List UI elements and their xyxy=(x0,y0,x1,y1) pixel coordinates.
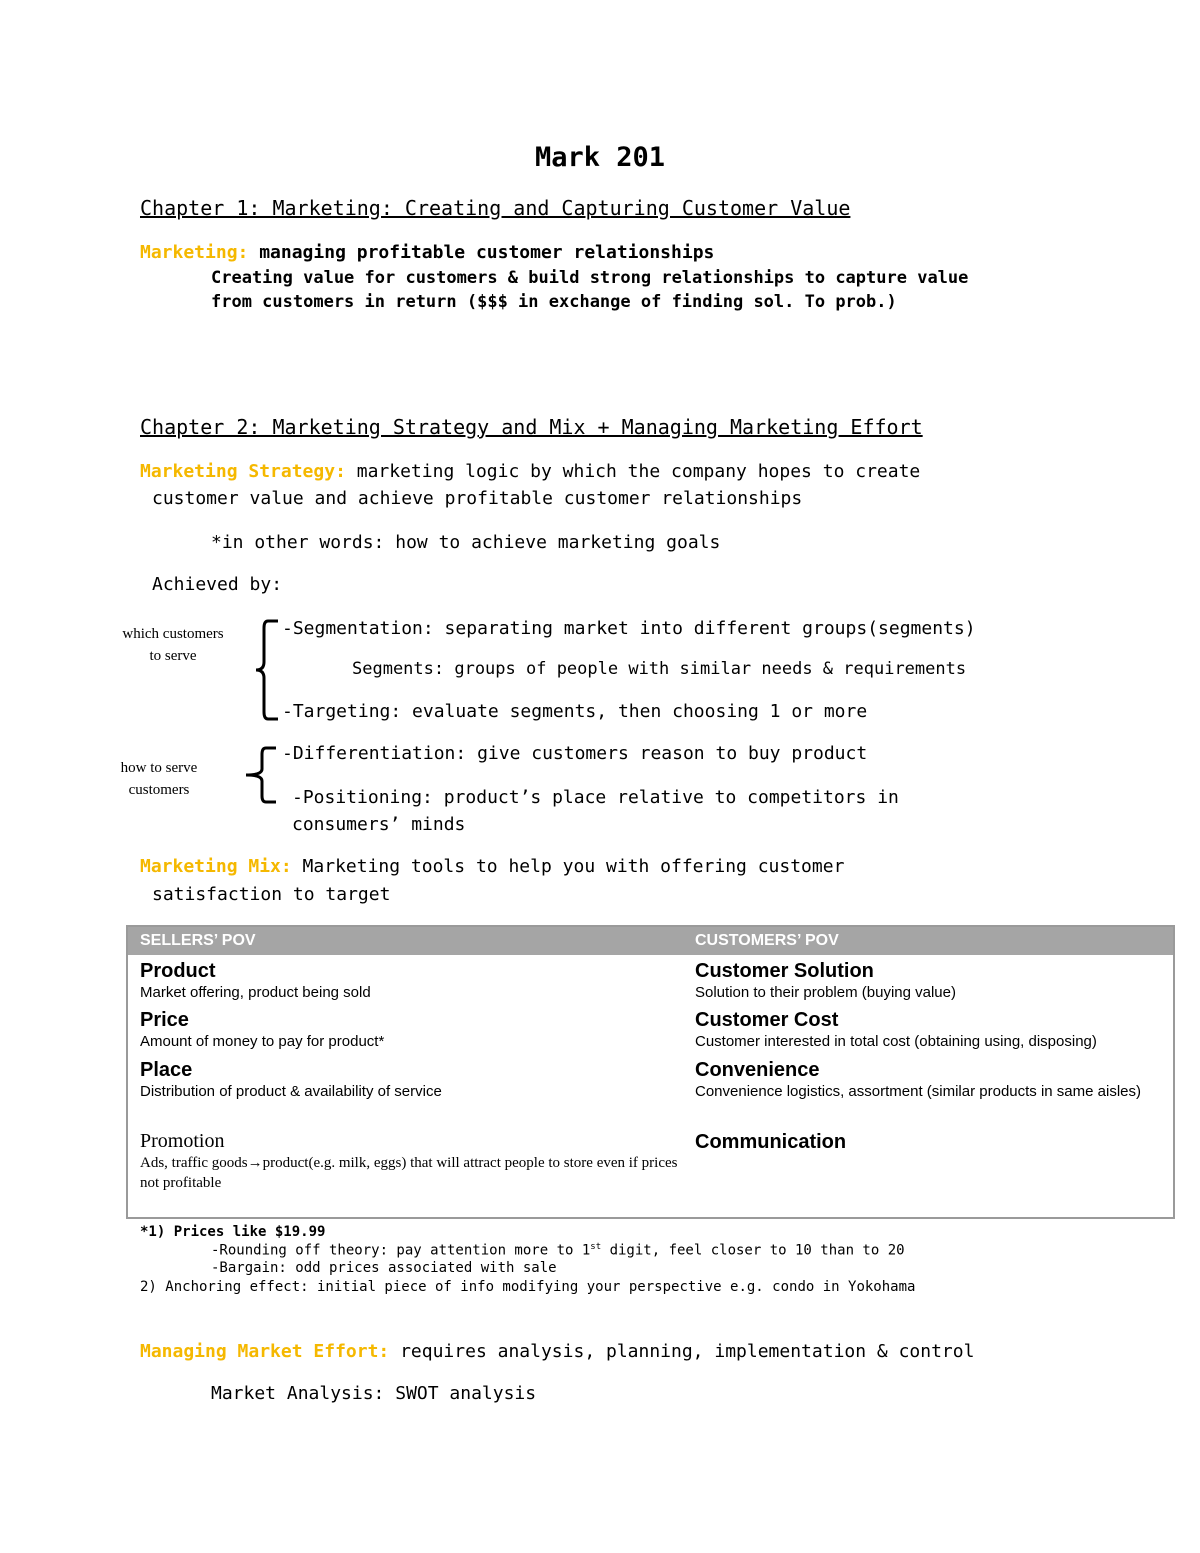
targeting-item: -Targeting: evaluate segments, then choosing 1 or more xyxy=(282,701,868,722)
mix-definition xyxy=(140,856,844,877)
cell-customer-solution: Customer Solution Solution to their problem (buying value) xyxy=(695,960,956,1001)
table-header-row xyxy=(128,927,1173,955)
cell-communication: Communication xyxy=(695,1131,847,1153)
footnote-bargain: -Bargain: odd prices associated with sale xyxy=(211,1260,557,1276)
customers-pov-header: CUSTOMERS’ POV xyxy=(695,932,839,949)
mix-def-1: Marketing tools to help you with offering customer xyxy=(291,856,845,877)
strategy-term: Marketing Strategy: xyxy=(140,461,346,482)
footnote-anchoring: 2) Anchoring effect: initial piece of info modifying your perspective e.g. condo in Yokohama xyxy=(140,1279,916,1295)
chapter-2-heading: Chapter 2: Marketing Strategy and Mix + Managing Marketing Effort xyxy=(140,415,923,439)
side-note-how-to-serve: how to serve customers xyxy=(120,760,198,798)
segments-item: Segments: groups of people with similar needs & requirements xyxy=(352,659,967,679)
brace-segmentation-targeting xyxy=(252,618,280,722)
strategy-definition xyxy=(140,461,920,482)
marketing-definition xyxy=(140,242,714,263)
marketing-term: Marketing: xyxy=(140,242,249,263)
cell-customer-cost: Customer Cost Customer interested in total cost (obtaining using, disposing) xyxy=(695,1009,1097,1050)
other-words-note: *in other words: how to achieve marketing goals xyxy=(211,532,721,553)
cell-product: Product Market offering, product being sold xyxy=(140,960,371,1001)
cell-convenience: Convenience Convenience logistics, assortment (similar products in same aisles) xyxy=(695,1059,1142,1100)
segmentation-item: -Segmentation: separating market into different groups(segments) xyxy=(282,618,976,639)
chapter-1-line-2: Creating value for customers & build strong relationships to capture value xyxy=(211,268,969,288)
chapter-1-line-3: from customers in return ($$$ in exchange of finding sol. To prob.) xyxy=(211,292,897,312)
footnote-1: *1) Prices like $19.99 xyxy=(140,1224,326,1240)
cell-price: Price Amount of money to pay for product* xyxy=(140,1009,385,1050)
positioning-item-2: consumers’ minds xyxy=(292,814,466,835)
differentiation-item: -Differentiation: give customers reason to buy product xyxy=(282,743,868,764)
mix-term: Marketing Mix: xyxy=(140,856,292,877)
managing-term: Managing Market Effort: xyxy=(140,1341,390,1362)
chapter-1-heading: Chapter 1: Marketing: Creating and Capturing Customer Value xyxy=(140,196,851,220)
sellers-pov-header: SELLERS’ POV xyxy=(140,932,256,949)
marketing-def: managing profitable customer relationships xyxy=(248,242,715,263)
footnote-rounding: -Rounding off theory: pay attention more to 1st digit, feel closer to 10 than to 20 xyxy=(211,1242,905,1259)
page-title: Mark 201 xyxy=(534,142,666,173)
brace-differentiation-positioning xyxy=(242,745,278,805)
strategy-def-2: customer value and achieve profitable customer relationships xyxy=(152,488,803,509)
side-note-which-customers: which customers to serve xyxy=(122,626,224,664)
achieved-by-label: Achieved by: xyxy=(152,574,283,595)
managing-def: requires analysis, planning, implementation & control xyxy=(389,1341,975,1362)
market-analysis-line: Market Analysis: SWOT analysis xyxy=(211,1383,537,1404)
positioning-item-1: -Positioning: product’s place relative to competitors in xyxy=(292,787,899,808)
marketing-mix-table xyxy=(126,925,1175,1219)
cell-promotion: Promotion Ads, traffic goods→product(e.g. milk, eggs) that will attract people to store even if prices not profitable xyxy=(140,1130,678,1191)
strategy-def-1: marketing logic by which the company hopes to create xyxy=(345,461,921,482)
managing-definition xyxy=(140,1341,974,1362)
mix-def-2: satisfaction to target xyxy=(152,884,391,905)
cell-place: Place Distribution of product & availability of service xyxy=(140,1059,442,1100)
